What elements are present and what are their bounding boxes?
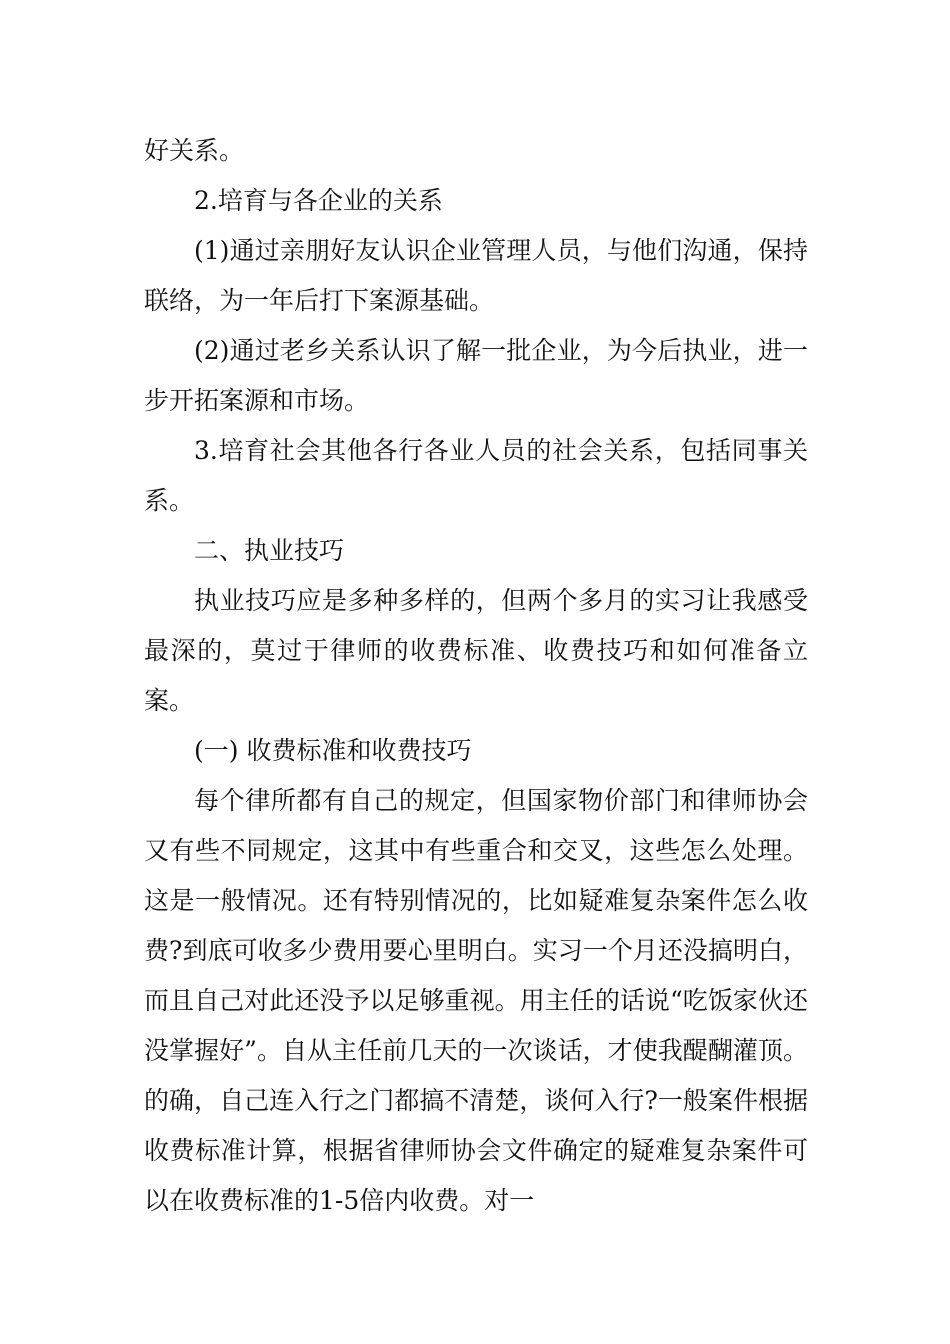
document-body [144,126,808,1226]
paragraph-4: (2)通过老乡关系认识了解一批企业，为今后执业，进一步开拓案源和市场。 [144,336,808,415]
paragraph-3: (1)通过亲朋好友认识企业管理人员，与他们沟通，保持联络，为一年后打下案源基础。 [144,236,808,315]
paragraph-1: 好关系。 [144,136,245,165]
paragraph-7: 执业技巧应是多种多样的，但两个多月的实习让我感受最深的，莫过于律师的收费标准、收费技巧和如何准备立案。 [144,586,808,715]
paragraph-5: 3.培育社会其他各行各业人员的社会关系，包括同事关系。 [144,436,808,515]
paragraph-9: 每个律所都有自己的规定，但国家物价部门和律师协会又有些不同规定，这其中有些重合和交叉，这些怎么处理。这是一般情况。还有特别情况的，比如疑难复杂案件怎么收费?到底可收多少费用要心里明白。实习一个月还没搞明白，而且自己对此还没予以足够重视。用主任的话说“吃饭家伙还没掌握好”。自从主任前几天的一次谈话，才使我醍醐灌顶。的确，自己连入行之门都搞不清楚，谈何入行?一般案件根据收费标准计算，根据省律师协会文件确定的疑难复杂案件可以在收费标准的1-5倍内收费。对一 [144,786,808,1215]
section-heading: 二、执业技巧 [194,536,345,565]
paragraph-2-heading: 2.培育与各企业的关系 [194,186,443,215]
subsection-heading: (一) 收费标准和收费技巧 [194,736,472,765]
